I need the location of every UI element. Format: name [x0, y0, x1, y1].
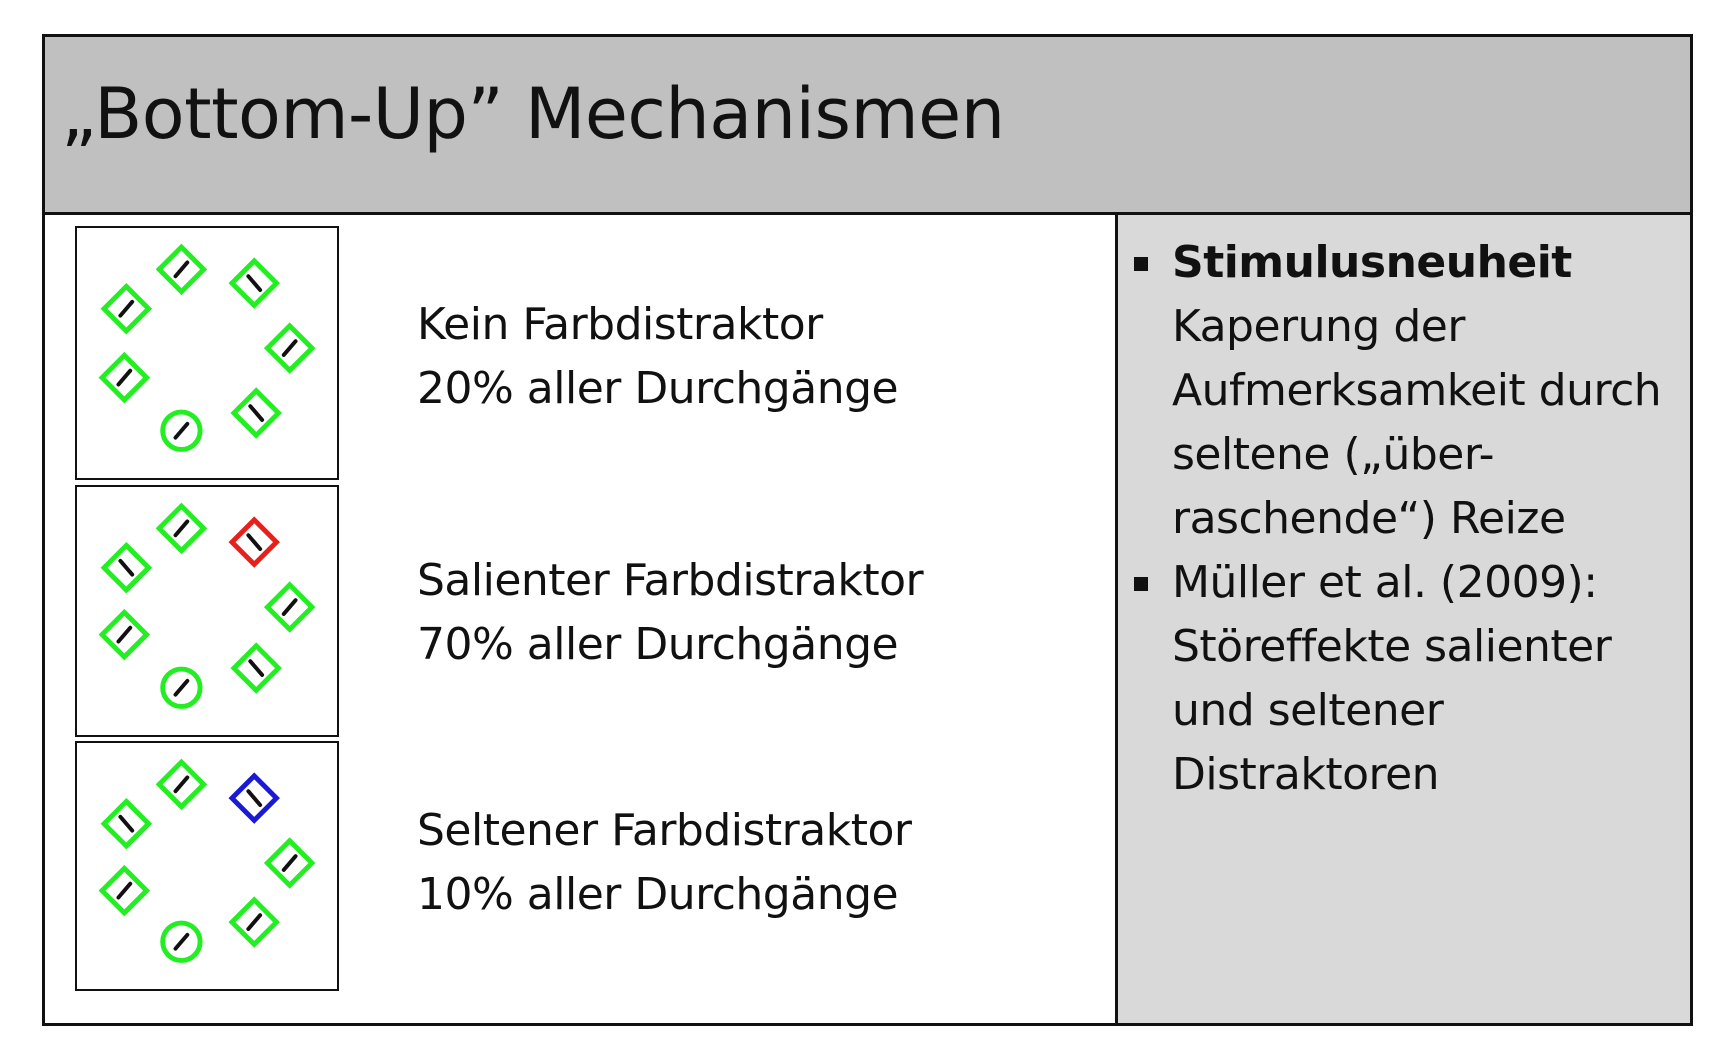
bullet-line: Distraktoren — [1172, 749, 1440, 800]
title-bar — [45, 37, 1690, 215]
condition-label-rare-distractor — [417, 799, 911, 927]
diamond-item — [267, 841, 312, 886]
condition-name: Salienter Farbdistraktor — [417, 555, 924, 606]
bullet-line: Müller et al. (2009): — [1172, 557, 1598, 608]
stimulus-panel-no-distractor — [75, 226, 339, 480]
circle-target — [163, 412, 200, 449]
bullet-item-stimulus-novelty — [1134, 231, 1694, 551]
search-display-rare-distractor — [77, 743, 337, 989]
notes-panel — [1118, 215, 1690, 1023]
diamond-item — [267, 326, 312, 371]
stimulus-panel-rare-distractor — [75, 741, 339, 991]
condition-frequency: 20% aller Durchgänge — [417, 363, 899, 414]
diamond-item — [159, 247, 204, 292]
condition-label-salient-distractor — [417, 549, 923, 677]
diamond-item — [104, 801, 149, 846]
distractor-diamond-red — [232, 520, 277, 565]
condition-frequency: 70% aller Durchgänge — [417, 619, 899, 670]
diamond-item — [267, 585, 312, 630]
diamond-item — [232, 261, 277, 306]
diamond-item — [234, 646, 279, 691]
slide-title: „Bottom-Up” Mechanismen — [61, 73, 1005, 155]
bullet-line: Aufmerksamkeit durch — [1172, 365, 1662, 416]
bullet-line: Störeffekte salienter — [1172, 621, 1612, 672]
bullet-list — [1134, 231, 1694, 807]
diamond-item — [232, 900, 277, 945]
condition-label-no-distractor — [417, 293, 898, 421]
bullet-line: seltene („über- — [1172, 429, 1494, 480]
circle-target — [163, 669, 200, 706]
diamond-item — [104, 545, 149, 590]
diamond-item — [102, 868, 147, 913]
diamond-item — [159, 762, 204, 807]
diamond-item — [234, 391, 279, 436]
condition-name: Kein Farbdistraktor — [417, 299, 823, 350]
bullet-line: Kaperung der — [1172, 301, 1465, 352]
bullet-line: und seltener — [1172, 685, 1444, 736]
condition-name: Seltener Farbdistraktor — [417, 805, 912, 856]
bullet-heading: Stimulusneuheit — [1172, 237, 1572, 288]
bullet-line: raschende“) Reize — [1172, 493, 1566, 544]
diamond-item — [159, 506, 204, 551]
diamond-item — [102, 355, 147, 400]
circle-target — [163, 923, 200, 960]
diamond-item — [104, 286, 149, 331]
condition-frequency: 10% aller Durchgänge — [417, 869, 899, 920]
slide-frame — [42, 34, 1693, 1026]
bullet-item-citation — [1134, 551, 1694, 807]
square-bullet-icon — [1134, 577, 1148, 591]
diamond-item — [102, 612, 147, 657]
square-bullet-icon — [1134, 257, 1148, 271]
search-display-salient-distractor — [77, 487, 337, 735]
stimulus-panel-salient-distractor — [75, 485, 339, 737]
distractor-diamond-blue — [232, 776, 277, 821]
search-display-no-distractor — [77, 228, 337, 478]
